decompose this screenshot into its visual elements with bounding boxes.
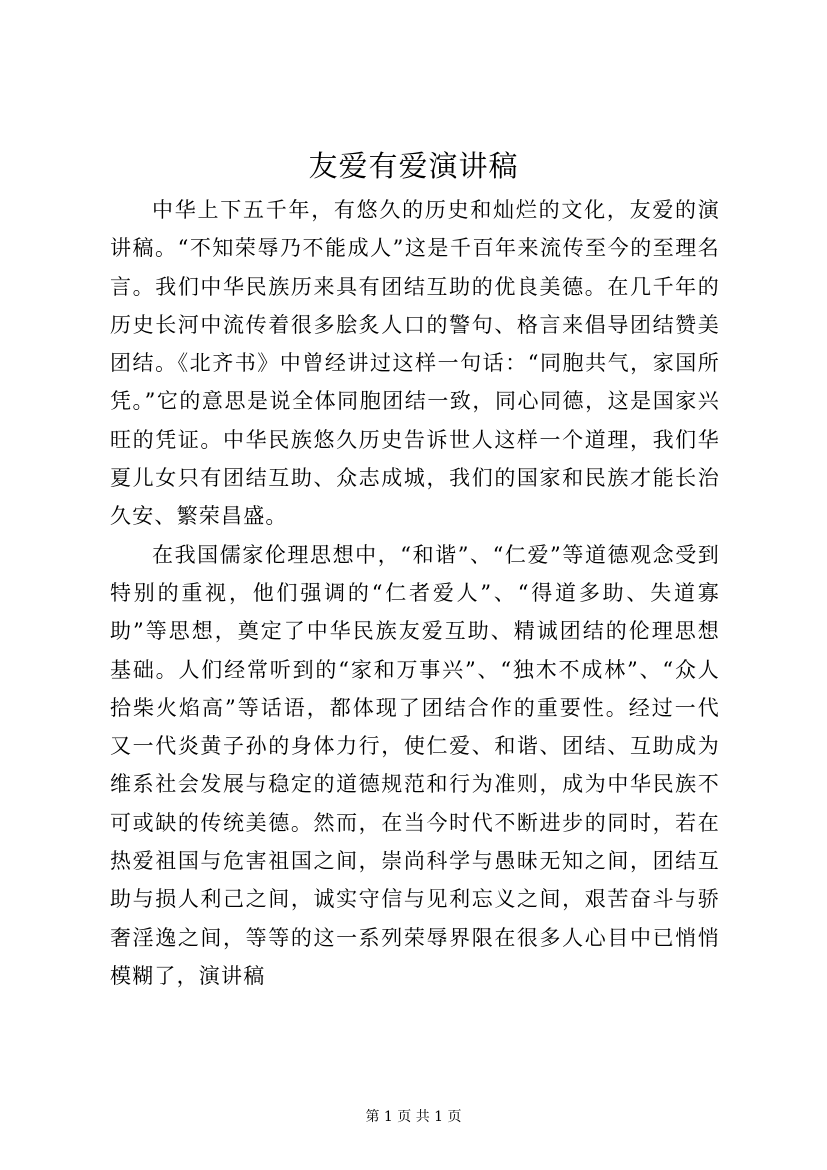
document-body [110, 191, 720, 995]
page-footer: 第 1 页 共 1 页 [365, 1109, 462, 1125]
paragraph-2: 在我国儒家伦理思想中，“和谐”、“仁爱”等道德观念受到特别的重视，他们强调的“仁者爱人”、“得道多助、失道寡助”等思想，奠定了中华民族友爱互助、精诚团结的伦理思想基础。人们经常听到的“家和万事兴”、“独木不成林”、“众人拾柴火焰高”等话语，都体现了团结合作的重要性。经过一代又一代炎黄子孙的身体力行，使仁爱、和谐、团结、互助成为维系社会发展与稳定的道德规范和行为准则，成为中华民族不可或缺的传统美德。然而，在当今时代不断进步的同时，若在热爱祖国与危害祖国之间，崇尚科学与愚昧无知之间，团结互助与损人利己之间，诚实守信与见利忘义之间，艰苦奋斗与骄奢淫逸之间，等等的这一系列荣辱界限在很多人心目中已悄悄模糊了，演讲稿 [110, 542, 720, 988]
paragraph-1: 中华上下五千年，有悠久的历史和灿烂的文化，友爱的演讲稿。“不知荣辱乃不能成人”这是千百年来流传至今的至理名言。我们中华民族历来具有团结互助的优良美德。在几千年的历史长河中流传着很多脍炙人口的警句、格言来倡导团结赞美团结。《北齐书》中曾经讲过这样一句话：“同胞共气，家国所凭。”它的意思是说全体同胞团结一致，同心同德，这是国家兴旺的凭证。中华民族悠久历史告诉世人这样一个道理，我们华夏儿女只有团结互助、众志成城，我们的国家和民族才能长治久安、繁荣昌盛。 [110, 198, 720, 529]
document-title: 友爱有爱演讲稿 [308, 149, 519, 183]
